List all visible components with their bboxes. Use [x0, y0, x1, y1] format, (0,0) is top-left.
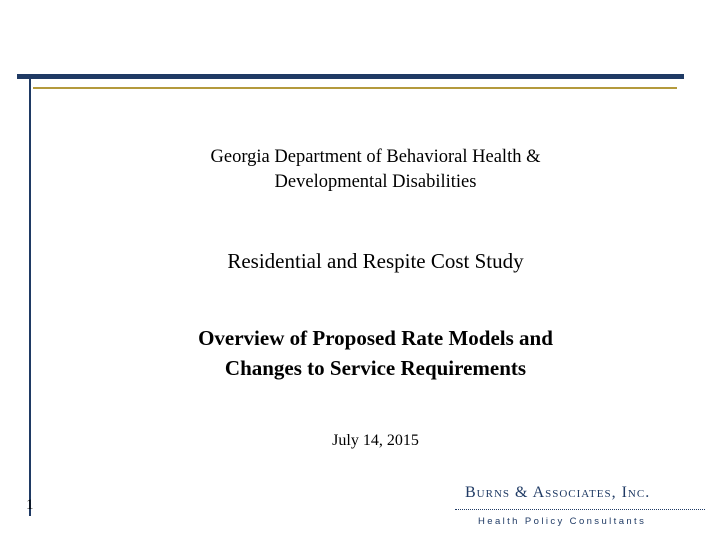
subtitle-line-1: Overview of Proposed Rate Models and [198, 326, 553, 350]
company-logo [455, 482, 705, 527]
top-navy-rule [17, 74, 684, 79]
subtitle-line-2: Changes to Service Requirements [224, 356, 527, 380]
organization-name [31, 145, 720, 195]
top-gold-rule [33, 87, 677, 89]
logo-dotted-rule [455, 509, 705, 510]
logo-company-name: Burns & Associates, Inc. [465, 484, 651, 501]
page-number: 1 [26, 497, 34, 513]
presentation-date: July 14, 2015 [332, 432, 419, 449]
organization-line-1: Georgia Department of Behavioral Health & [210, 147, 541, 167]
logo-tagline: Health Policy Consultants [478, 516, 647, 527]
organization-line-2: Developmental Disabilities [274, 172, 477, 192]
study-title: Residential and Respite Cost Study [227, 249, 524, 273]
presentation-subtitle [31, 323, 720, 383]
